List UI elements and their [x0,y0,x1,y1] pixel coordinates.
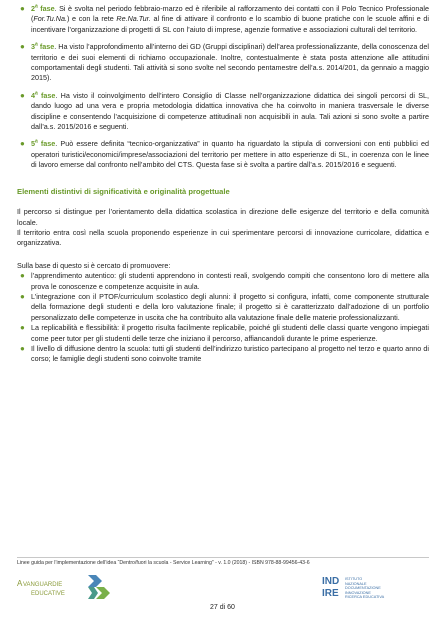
list-item-text: l’apprendimento autentico: gli studenti apprendono in contesti reali, svolgendo compiti che consentono loro di mettere alla prova le conoscenze e competenze acquisite in aula. [31,271,429,291]
bullet-icon: ● [20,90,25,100]
indire-logo-icon [322,574,344,598]
svg-text:VANGUARDIE: VANGUARDIE [23,582,63,588]
phase-item [17,91,429,133]
phase-heading: 3$^a$ fase [31,41,55,52]
avanguardie-logo [17,576,77,605]
phase-text: al fine di attivare il confronto e lo scambio di buone pratiche con le scuole affini e di incentivare l’organizzazione di progetti di SL con l’aiuto di imprese, agenzie formative e associazioni culturali del territorio. [31,14,429,34]
phase-text: . Ha visto l’approfondimento all’interno dei GD (Gruppi disciplinari) dell’area professionalizzante, della conoscenza del territorio e dei suoi elementi di richiamo occupazionale. Inoltre, contestualmente è stata posta attenzione alle attitudini comportamentali degli studenti. Tali attività si sono svolte nel secondo pentamestre dell’a.s. 2014/201, da gennaio a maggio 2015). [31,42,429,83]
phase-text: . Ha visto il coinvolgimento dell’intero Consiglio di Classe nell’organizzazione didattica dei singoli percorsi di SL, dando luogo ad una vera e propria metodologia didattica innovativa che ha coinvolto in maniera trasversale le diverse discipline e consentendo l’acquisizione di competenze attitudinali non acquisibili in aula. Tali azioni si sono svolte a partire dall’a.s. 2015/2016 e seguenti. [31,90,429,132]
bullet-list [17,271,429,365]
page-number: 27 di 60 [210,604,235,611]
main-content [17,4,429,365]
indire-caption-line: NAZIONALE [345,581,367,586]
svg-text:IRE: IRE [322,588,339,598]
list-item [17,323,429,344]
phase-text-italic: Re.Na.Tur. [116,14,151,24]
svg-text:A: A [17,579,23,588]
list-intro: Sulla base di questo si è cercato di promuovere: [17,260,171,270]
phase-item [17,4,429,35]
bullet-icon: ● [20,343,25,353]
bullet-icon: ● [20,139,25,149]
list-item [17,344,429,365]
bullet-icon: ● [20,4,25,13]
indire-logo [322,574,344,603]
bullet-icon: ● [20,291,25,301]
phase-heading: 2$^a$ fase [31,3,55,13]
indire-caption-line: DOCUMENTAZIONE [345,586,381,591]
svg-text:EDUCATIVE: EDUCATIVE [31,591,65,597]
svg-text:IND: IND [322,576,340,587]
phase-item [17,139,429,170]
section-title: Elementi distintivi di significatività e originalità progettuale [17,186,230,196]
avanguardie-logo-icon [17,576,77,600]
paragraph: Il territorio entra così nella scuola proponendo esperienze in cui sperimentare percorsi di innovazione curricolare, didattica e organizzativa. [17,227,429,248]
arrows-logo [88,575,110,604]
phase-heading: 4$^a$ fase [31,90,56,100]
paragraph: Il percorso si distingue per l’orientamento della didattica scolastica in direzione delle esigenze del territorio e della comunità locale. [17,207,429,227]
list-item [17,271,429,292]
indire-caption-line: INNOVAZIONE [345,590,371,595]
bullet-icon: ● [20,323,25,333]
phase-text: . Può essere definita “tecnico-organizzativa” in quanto ha riguardato la stipula di conversioni con enti pubblici ed operatori turistici/economici/imprese/associazioni del territorio per mettere in atto esperienze di SL, in coerenza con le linee di lavoro emerse dal confronto nell’ambito del CTS. Questa fase si è svolta a partire dall’a.s. 2015/2016 e seguenti. [31,139,429,170]
bullet-icon: ● [20,271,25,281]
phase-heading: 5$^a$ fase [31,139,56,149]
footer-text: Linee guida per l’implementazione dell’idea “Dentro/fuori la scuola - Service Learning” - v. 1.0 (2018) - ISBN 978-88-99456-43-6 [17,560,310,566]
indire-caption-line: ISTITUTO [345,577,363,581]
bullet-icon: ● [20,42,25,52]
phase-text: ) e con la rete [66,14,117,24]
phase-text-italic: For.Tu.Na. [33,14,67,24]
footer-divider [17,557,429,558]
list-item-text: La replicabilità e flessibilità: il progetto risulta facilmente replicabile, poiché gli studenti delle classi quarte vengono impiegati come peer tutor per gli studenti delle terze che iniziano il percorso, affiancandoli durante le prime esperienze. [31,323,429,343]
indire-caption [345,577,435,600]
list-item [17,292,429,323]
phase-item [17,42,429,84]
list-item-text: Il livello di diffusione dentro la scuola: tutti gli studenti dell’indirizzo turistico partecipano al progetto nel terzo e quarto anno di corso; le famiglie degli studenti sono coinvolte tramite [31,343,429,364]
list-item-text: L’integrazione con il PTOF/curriculum scolastico degli alunni: il progetto si configura, infatti, come componente strutturale della formazione degli studenti e della loro valutazione finale; il progetto si è caratterizzato dall’adozione di un portfolio personalizzato delle competenze in uscita che ha contribuito alla valutazione finale delle materie professionalizzanti. [31,291,429,322]
indire-caption-line: RICERCA EDUCATIVA [345,595,385,600]
arrows-logo-icon [88,575,110,599]
phase-text: . Si è svolta nel periodo febbraio-marzo ed è riferibile al rafforzamento dei contatti con il Polo Tecnico Professionale ( [31,4,429,24]
